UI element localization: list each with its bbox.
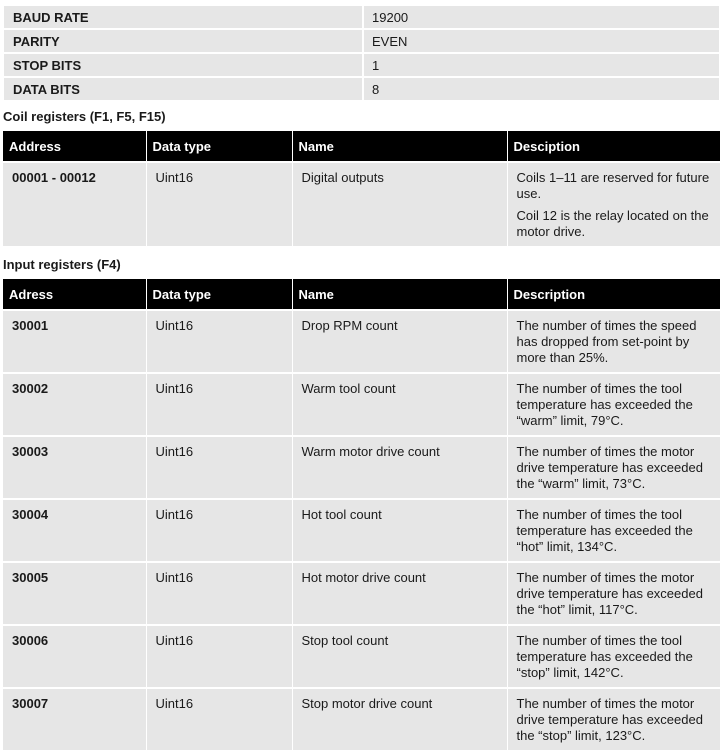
table-row: [3, 310, 720, 373]
cell-name: Drop RPM count: [292, 310, 507, 373]
setting-key: STOP BITS: [4, 54, 364, 76]
serial-settings-table: [4, 4, 719, 102]
settings-row: [4, 54, 719, 76]
table-row: [3, 499, 720, 562]
cell-description: The number of times the tool temperature has exceeded the “warm” limit, 79°C.: [507, 373, 720, 436]
cell-data-type: Uint16: [146, 562, 292, 625]
description-paragraph: Coil 12 is the relay located on the motor drive.: [516, 208, 709, 239]
setting-key: DATA BITS: [4, 78, 364, 100]
cell-data-type: Uint16: [146, 688, 292, 750]
cell-address: 30006: [3, 625, 146, 688]
cell-description: The number of times the motor drive temperature has exceeded the “warm” limit, 73°C.: [507, 436, 720, 499]
coil-registers-table: [3, 131, 720, 246]
table-header-row: [3, 131, 720, 162]
cell-address: 30004: [3, 499, 146, 562]
settings-row: [4, 30, 719, 52]
table-row: [3, 436, 720, 499]
table-row: [3, 688, 720, 750]
cell-address: 30002: [3, 373, 146, 436]
cell-name: Stop tool count: [292, 625, 507, 688]
table-header-row: [3, 279, 720, 310]
setting-value: 8: [364, 78, 719, 100]
settings-row: [4, 78, 719, 100]
column-header-address: Adress: [3, 279, 146, 310]
cell-data-type: Uint16: [146, 162, 292, 246]
table-row: [3, 562, 720, 625]
setting-key: PARITY: [4, 30, 364, 52]
cell-description: The number of times the motor drive temperature has exceeded the “stop” limit, 123°C.: [507, 688, 720, 750]
setting-value: 19200: [364, 6, 719, 28]
cell-description: The number of times the speed has dropped from set-point by more than 25%.: [507, 310, 720, 373]
cell-address: 00001 - 00012: [3, 162, 146, 246]
cell-description: The number of times the tool temperature has exceeded the “stop” limit, 142°C.: [507, 625, 720, 688]
setting-value: 1: [364, 54, 719, 76]
cell-description: The number of times the motor drive temperature has exceeded the “hot” limit, 117°C.: [507, 562, 720, 625]
column-header-data-type: Data type: [146, 279, 292, 310]
cell-data-type: Uint16: [146, 625, 292, 688]
table-row: [3, 625, 720, 688]
column-header-description: Description: [507, 279, 720, 310]
cell-address: 30005: [3, 562, 146, 625]
cell-address: 30007: [3, 688, 146, 750]
table-row: [3, 373, 720, 436]
cell-data-type: Uint16: [146, 436, 292, 499]
cell-name: Hot tool count: [292, 499, 507, 562]
cell-name: Warm motor drive count: [292, 436, 507, 499]
cell-name: Warm tool count: [292, 373, 507, 436]
cell-name: Stop motor drive count: [292, 688, 507, 750]
cell-address: 30001: [3, 310, 146, 373]
description-paragraph: Coils 1–11 are reserved for future use.: [516, 170, 710, 201]
cell-description: The number of times the tool temperature has exceeded the “hot” limit, 134°C.: [507, 499, 720, 562]
cell-address: 30003: [3, 436, 146, 499]
table-row: [3, 162, 720, 246]
column-header-address: Address: [3, 131, 146, 162]
column-header-data-type: Data type: [146, 131, 292, 162]
column-header-description: Desciption: [507, 131, 720, 162]
cell-description: [507, 162, 720, 246]
column-header-name: Name: [292, 131, 507, 162]
settings-row: [4, 6, 719, 28]
column-header-name: Name: [292, 279, 507, 310]
input-registers-table: [3, 279, 720, 750]
cell-name: Digital outputs: [292, 162, 507, 246]
coil-registers-title: Coil registers (F1, F5, F15): [3, 109, 166, 124]
cell-data-type: Uint16: [146, 310, 292, 373]
setting-value: EVEN: [364, 30, 719, 52]
input-registers-title: Input registers (F4): [3, 257, 121, 272]
cell-name: Hot motor drive count: [292, 562, 507, 625]
cell-data-type: Uint16: [146, 499, 292, 562]
setting-key: BAUD RATE: [4, 6, 364, 28]
cell-data-type: Uint16: [146, 373, 292, 436]
